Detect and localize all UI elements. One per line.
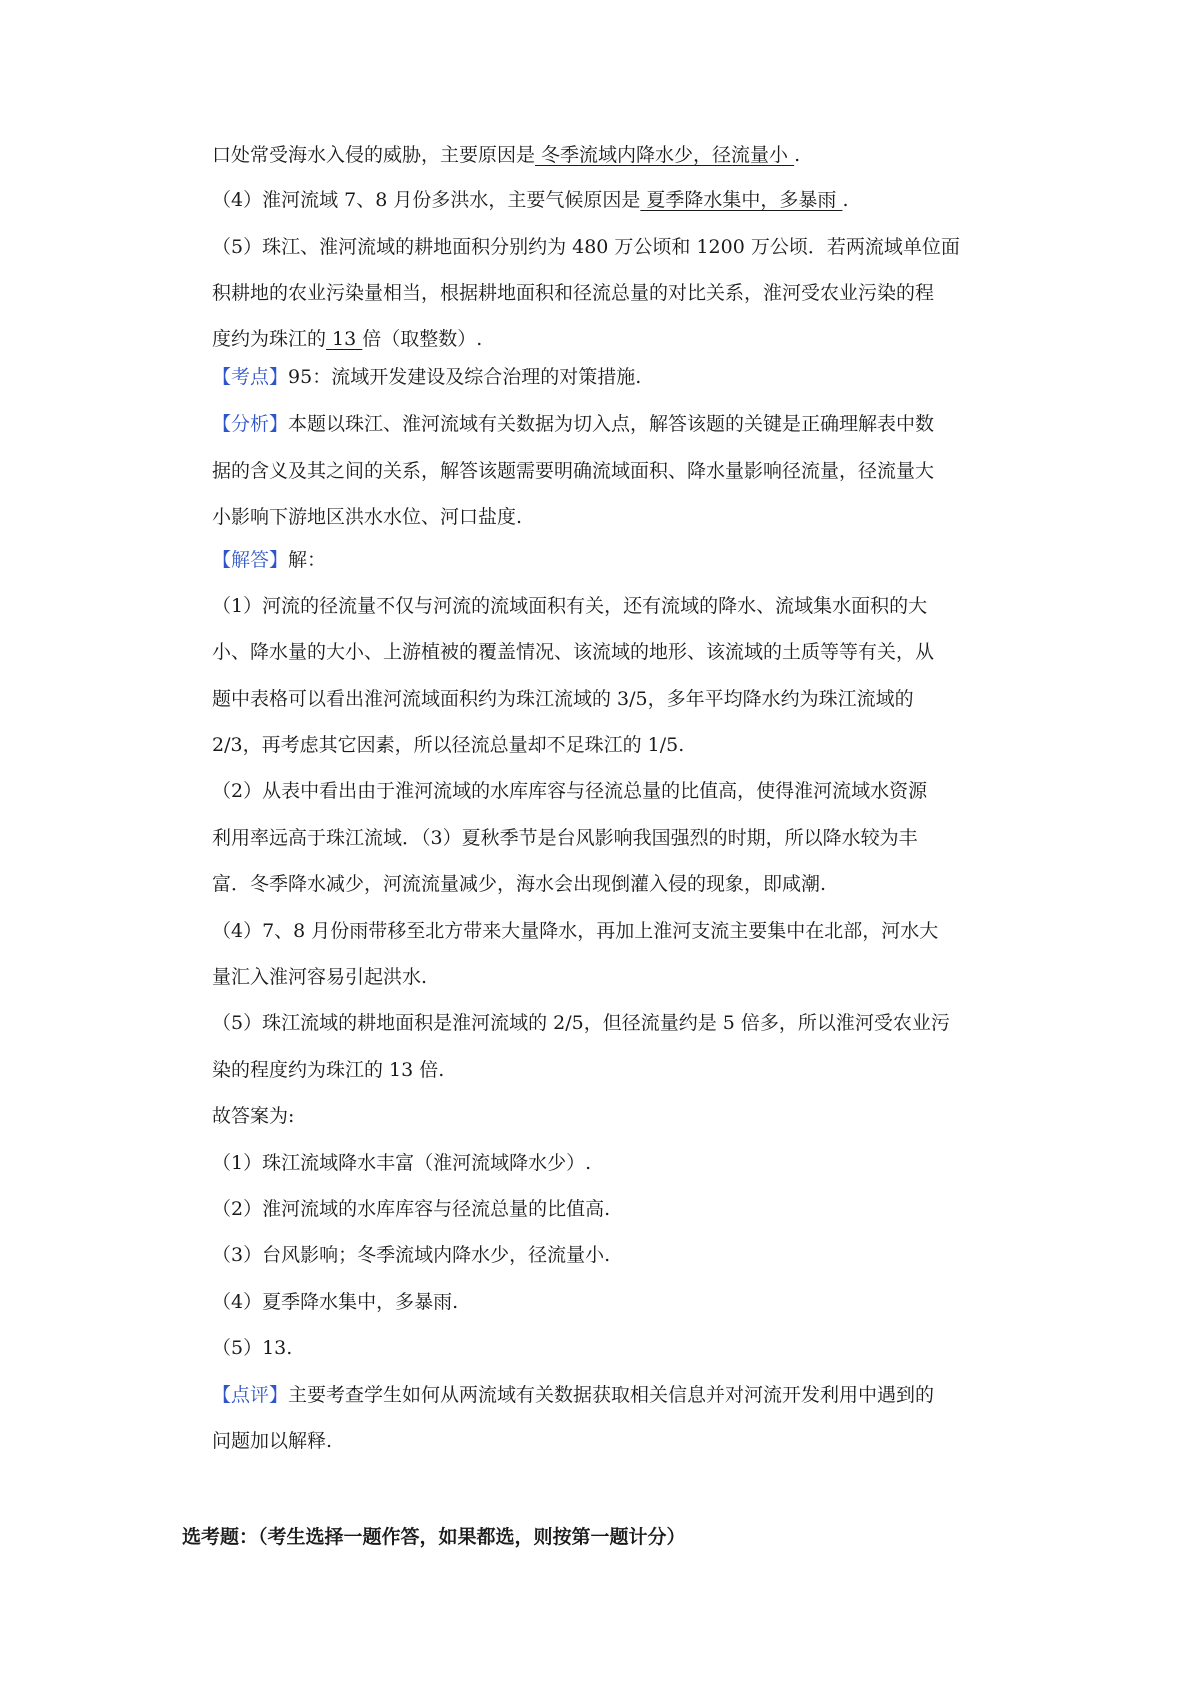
text-line: 小影响下游地区洪水水位、河口盐度. bbox=[212, 506, 523, 528]
text-span: 95：流域开发建设及综合治理的对策措施. bbox=[288, 366, 642, 388]
jieda-tag: 【解答】 bbox=[212, 549, 289, 571]
text-span: 倍（取整数）. bbox=[362, 328, 483, 350]
summary-item: （5）13. bbox=[212, 1337, 293, 1359]
text-line: （4）7、8 月份雨带移至北方带来大量降水，再加上淮河支流主要集中在北部，河水大 bbox=[212, 920, 939, 942]
text-line: 故答案为: bbox=[212, 1105, 295, 1127]
text-line: （5）珠江、淮河流域的耕地面积分别约为 480 万公顷和 1200 万公顷．若两流域单位面 bbox=[212, 236, 960, 258]
text-line: 据的含义及其之间的关系，解答该题需要明确流域面积、降水量影响径流量，径流量大 bbox=[212, 460, 935, 482]
text-span: 主要考查学生如何从两流域有关数据获取相关信息并对河流开发利用中遇到的 bbox=[288, 1384, 935, 1406]
text-span: 本题以珠江、淮河流域有关数据为切入点，解答该题的关键是正确理解表中数 bbox=[288, 413, 935, 435]
kaodian-tag: 【考点】 bbox=[212, 366, 289, 388]
summary-item: （2）淮河流域的水库库容与径流总量的比值高. bbox=[212, 1198, 611, 1220]
text-line: 小、降水量的大小、上游植被的覆盖情况、该流域的地形、该流域的土质等等有关，从 bbox=[212, 641, 935, 663]
text-line: 利用率远高于珠江流域．（3）夏秋季节是台风影响我国强烈的时期，所以降水较为丰 bbox=[212, 827, 918, 849]
summary-item: （1）珠江流域降水丰富（淮河流域降水少）. bbox=[212, 1152, 592, 1174]
text-line: 染的程度约为珠江的 13 倍. bbox=[212, 1059, 445, 1081]
answer-blank: 13 bbox=[326, 328, 363, 350]
text-span: . bbox=[842, 189, 849, 211]
text-line: 富．冬季降水减少，河流流量减少，海水会出现倒灌入侵的现象，即咸潮. bbox=[212, 873, 827, 895]
text-line: 积耕地的农业污染量相当，根据耕地面积和径流总量的对比关系，淮河受农业污染的程 bbox=[212, 282, 935, 304]
section-heading: 选考题：（考生选择一题作答，如果都选，则按第一题计分） bbox=[182, 1526, 686, 1548]
answer-blank: 夏季降水集中，多暴雨 bbox=[640, 189, 843, 211]
dianping-tag: 【点评】 bbox=[212, 1384, 289, 1406]
kaodian-line bbox=[212, 364, 1028, 390]
text-line: 题中表格可以看出淮河流域面积约为珠江流域的 3/5，多年平均降水约为珠江流域的 bbox=[212, 688, 914, 710]
text-line: （5）珠江流域的耕地面积是淮河流域的 2/5，但径流量约是 5 倍多，所以淮河受农业污 bbox=[212, 1012, 950, 1034]
jieda-line bbox=[212, 547, 1028, 573]
text-span: 度约为珠江的 bbox=[212, 328, 327, 350]
dianping-line bbox=[212, 1382, 1028, 1408]
text-line: 问题加以解释. bbox=[212, 1430, 333, 1452]
text-span: （4）淮河流域 7、8 月份多洪水，主要气候原因是 bbox=[212, 189, 641, 211]
summary-item: （4）夏季降水集中，多暴雨. bbox=[212, 1291, 459, 1313]
text-span: 解： bbox=[288, 549, 327, 571]
text-line: 2/3，再考虑其它因素，所以径流总量却不足珠江的 1/5. bbox=[212, 734, 685, 756]
text-line: 量汇入淮河容易引起洪水. bbox=[212, 966, 428, 988]
text-span: . bbox=[794, 144, 801, 166]
fenxi-tag: 【分析】 bbox=[212, 413, 289, 435]
text-line: （2）从表中看出由于淮河流域的水库库容与径流总量的比值高，使得淮河流域水资源 bbox=[212, 780, 928, 802]
text-line bbox=[212, 187, 1028, 213]
text-line: （1）河流的径流量不仅与河流的流域面积有关，还有流域的降水、流域集水面积的大 bbox=[212, 595, 928, 617]
text-line bbox=[212, 142, 1028, 168]
text-span: 口处常受海水入侵的威胁，主要原因是 bbox=[212, 144, 536, 166]
fenxi-line bbox=[212, 411, 1028, 437]
answer-blank: 冬季流域内降水少，径流量小 bbox=[535, 144, 795, 166]
summary-item: （3）台风影响；冬季流域内降水少，径流量小. bbox=[212, 1244, 611, 1266]
text-line bbox=[212, 326, 1028, 352]
